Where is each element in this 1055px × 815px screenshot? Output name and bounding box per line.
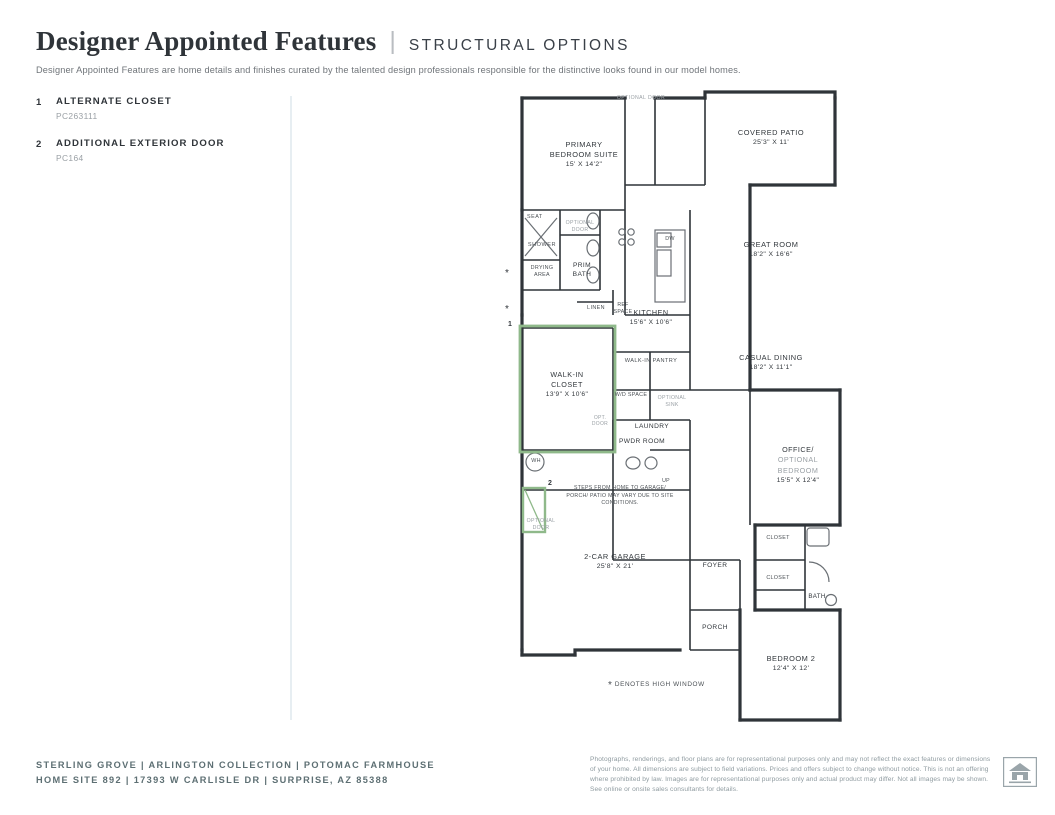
closet-2-label: CLOSET [766,575,790,581]
room-name-line1: PRIMARY [565,140,603,149]
page-title [36,28,741,55]
option-label: ADDITIONAL EXTERIOR DOOR [56,138,225,149]
option-label: ALTERNATE CLOSET [56,96,172,107]
option-code: PC263111 [56,111,98,121]
room-dims: 18'2" X 11'1" [749,364,793,372]
room-dims: 15' X 14'2" [565,160,603,168]
room-name-line2: BEDROOM SUITE [549,149,619,159]
room-name-line1: GREAT ROOM [743,240,799,249]
closet-1-label: CLOSET [766,535,790,541]
garage-steps-note: STEPS FROM HOME TO GARAGE/ PORCH/ PATIO MAY VARY DUE TO SITE CONDITIONS. [566,485,674,507]
list-item [36,138,276,163]
ref-space-label: REF SPACE [613,302,633,315]
room-name-line1: CASUAL DINING [739,353,803,362]
legend-text: DENOTES HIGH WINDOW [614,681,705,688]
footer-line-2: HOME SITE 892 | 17393 W CARLISLE DR | SURPRISE, AZ 85388 [36,775,389,786]
room-name-line1: OFFICE/ [782,445,814,454]
room-dims: 25'8" X 21' [596,563,634,571]
room-name-line3: BEDROOM [777,465,819,475]
page-subtitle: Designer Appointed Features are home details and finishes curated by the talented design professionals responsible for the distinctive looks found in our model homes. [36,65,741,75]
room-dims: 18'2" X 16'6" [749,251,793,259]
room-dims: 15'6" X 10'6" [629,319,673,327]
footer-disclaimer: Photographs, renderings, and floor plans are for representational purposes only and may not reflect the exact features or dimensions of your home. All dimensions are subject to field variations. Prices and offers subject to change without notice. This is not an offering where prohibited by law. Images are for representational purposes only and actual product may differ. Not all images may be shown. See online or onsite sales consultants for details. [590,756,991,793]
wd-space-label: W/D SPACE [614,392,648,398]
room-dims: 13'9" X 10'6" [545,391,589,399]
seat-label: SEAT [527,214,543,220]
vertical-divider [290,96,292,720]
title-separator: | [389,27,396,55]
high-window-star: * [505,268,509,279]
high-window-star: * [505,304,509,315]
room-name-line1: KITCHEN [633,308,669,317]
title-subheading: STRUCTURAL OPTIONS [408,37,630,54]
floorplan [505,90,850,730]
option-1-highlight [520,326,615,452]
high-window-legend [608,678,705,689]
equal-housing-opportunity-icon [1003,757,1037,787]
room-name-line1: WALK-IN [550,370,584,379]
drying-area-label: DRYING AREA [530,265,554,279]
option-code: PC164 [56,153,84,163]
opt-door-label: OPT. DOOR [591,415,609,428]
room-dims: 25'3" X 11' [752,139,790,147]
option-number: 2 [36,139,42,150]
dishwasher-label: DW [665,236,675,242]
walk-in-pantry-label: WALK-IN PANTRY [624,358,678,364]
shower-label: SHOWER [527,242,557,248]
room-name-line1: BEDROOM 2 [766,654,816,663]
porch-label: PORCH [702,624,728,631]
title-main: Designer Appointed Features [36,26,377,56]
optional-sink-label: OPTIONAL SINK [657,395,687,408]
foyer-label: FOYER [702,562,728,569]
optional-door-bath-label: OPTIONAL DOOR [565,220,595,234]
room-name-line2: CLOSET [551,380,583,390]
footer-line-1: STERLING GROVE | ARLINGTON COLLECTION | POTOMAC FARMHOUSE [36,760,435,770]
optional-door-top-label: OPTIONAL DOOR [616,95,666,101]
page-header [36,28,741,75]
option-marker-2: 2 [548,480,552,487]
legend-star-icon: * [608,680,613,691]
optional-door-garage-label: OPTIONAL DOOR [526,518,556,531]
up-label: UP [662,478,670,484]
list-item [36,96,276,121]
room-dims: 15'5" X 12'4" [776,477,820,485]
room-name-line1: COVERED PATIO [737,128,805,137]
option-number: 1 [36,97,42,108]
bath-label: BATH [808,593,826,600]
laundry-label: LAUNDRY [634,423,670,430]
linen-label: LINEN [587,305,605,311]
pwdr-room-label: PWDR ROOM [618,438,666,445]
water-heater-label: WH [531,458,541,464]
option-marker-1: 1 [508,321,512,328]
room-dims: 12'4" X 12' [772,665,810,673]
room-name-line2: OPTIONAL [777,455,819,465]
footer-community-info [36,758,435,788]
room-name-line1: 2-CAR GARAGE [584,552,646,561]
structural-options-list [36,96,276,180]
prim-bath-label: PRIM BATH [572,262,592,278]
